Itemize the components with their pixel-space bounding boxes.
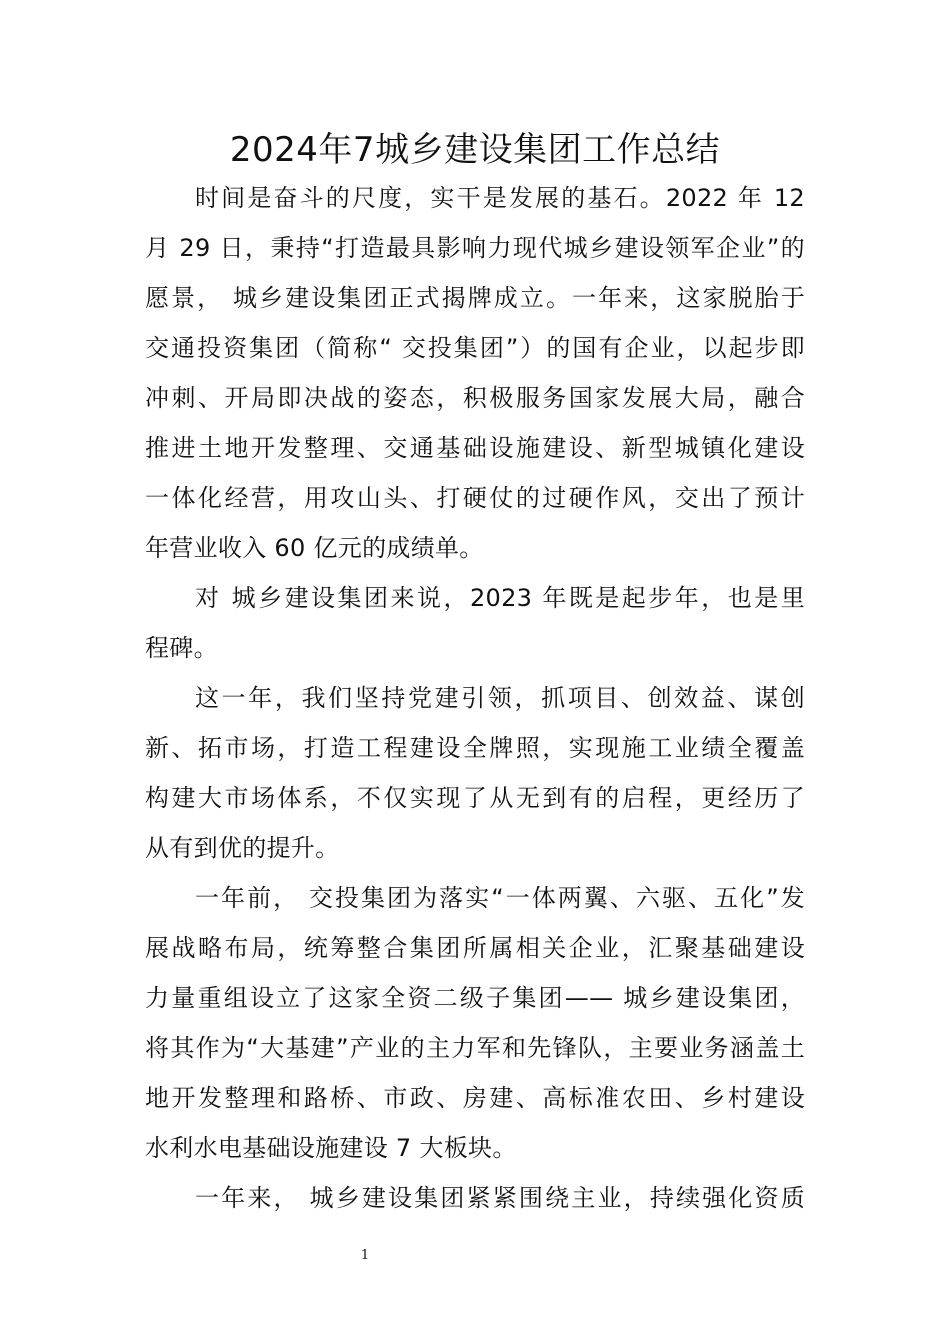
text-line: 展战略布局，统筹整合集团所属相关企业，汇聚基础建设 bbox=[145, 934, 805, 962]
document-body bbox=[145, 173, 805, 1223]
text-line: 水利水电基础设施建设 7 大板块。 bbox=[145, 1134, 517, 1162]
page-number: 1 bbox=[360, 1248, 370, 1263]
text-line: 这一年，我们坚持党建引领，抓项目、创效益、谋创 bbox=[195, 684, 805, 712]
text-line: 年营业收入 60 亿元的成绩单。 bbox=[145, 534, 484, 562]
text-line: 新、拓市场，打造工程建设全牌照，实现施工业绩全覆盖 bbox=[145, 734, 805, 762]
text-line: 地开发整理和路桥、市政、房建、高标准农田、乡村建设 bbox=[145, 1084, 805, 1112]
text-line: 冲刺、开局即决战的姿态，积极服务国家发展大局，融合 bbox=[145, 384, 805, 412]
text-line: 一体化经营，用攻山头、打硬仗的过硬作风，交出了预计 bbox=[145, 484, 805, 512]
document-title: 2024年7城乡建设集团工作总结 bbox=[229, 130, 721, 170]
text-line: 月 29 日，秉持“打造最具影响力现代城乡建设领军企业”的 bbox=[145, 234, 805, 262]
text-line: 程碑。 bbox=[145, 634, 218, 662]
text-line: 力量重组设立了这家全资二级子集团—— 城乡建设集团， bbox=[145, 984, 805, 1012]
text-line: 推进土地开发整理、交通基础设施建设、新型城镇化建设 bbox=[145, 434, 805, 462]
text-line: 时间是奋斗的尺度，实干是发展的基石。2022 年 12 bbox=[195, 184, 805, 212]
text-line: 对 城乡建设集团来说，2023 年既是起步年，也是里 bbox=[195, 584, 805, 612]
text-line: 一年前， 交投集团为落实“一体两翼、六驱、五化”发 bbox=[195, 884, 805, 912]
text-line: 构建大市场体系，不仅实现了从无到有的启程，更经历了 bbox=[145, 784, 805, 812]
text-line: 一年来， 城乡建设集团紧紧围绕主业，持续强化资质 bbox=[195, 1184, 805, 1212]
text-line: 愿景， 城乡建设集团正式揭牌成立。一年来，这家脱胎于 bbox=[145, 284, 805, 312]
text-line: 从有到优的提升。 bbox=[145, 834, 340, 862]
text-line: 交通投资集团（简称“ 交投集团”）的国有企业，以起步即 bbox=[145, 334, 805, 362]
text-line: 将其作为“大基建”产业的主力军和先锋队，主要业务涵盖土 bbox=[145, 1034, 805, 1062]
